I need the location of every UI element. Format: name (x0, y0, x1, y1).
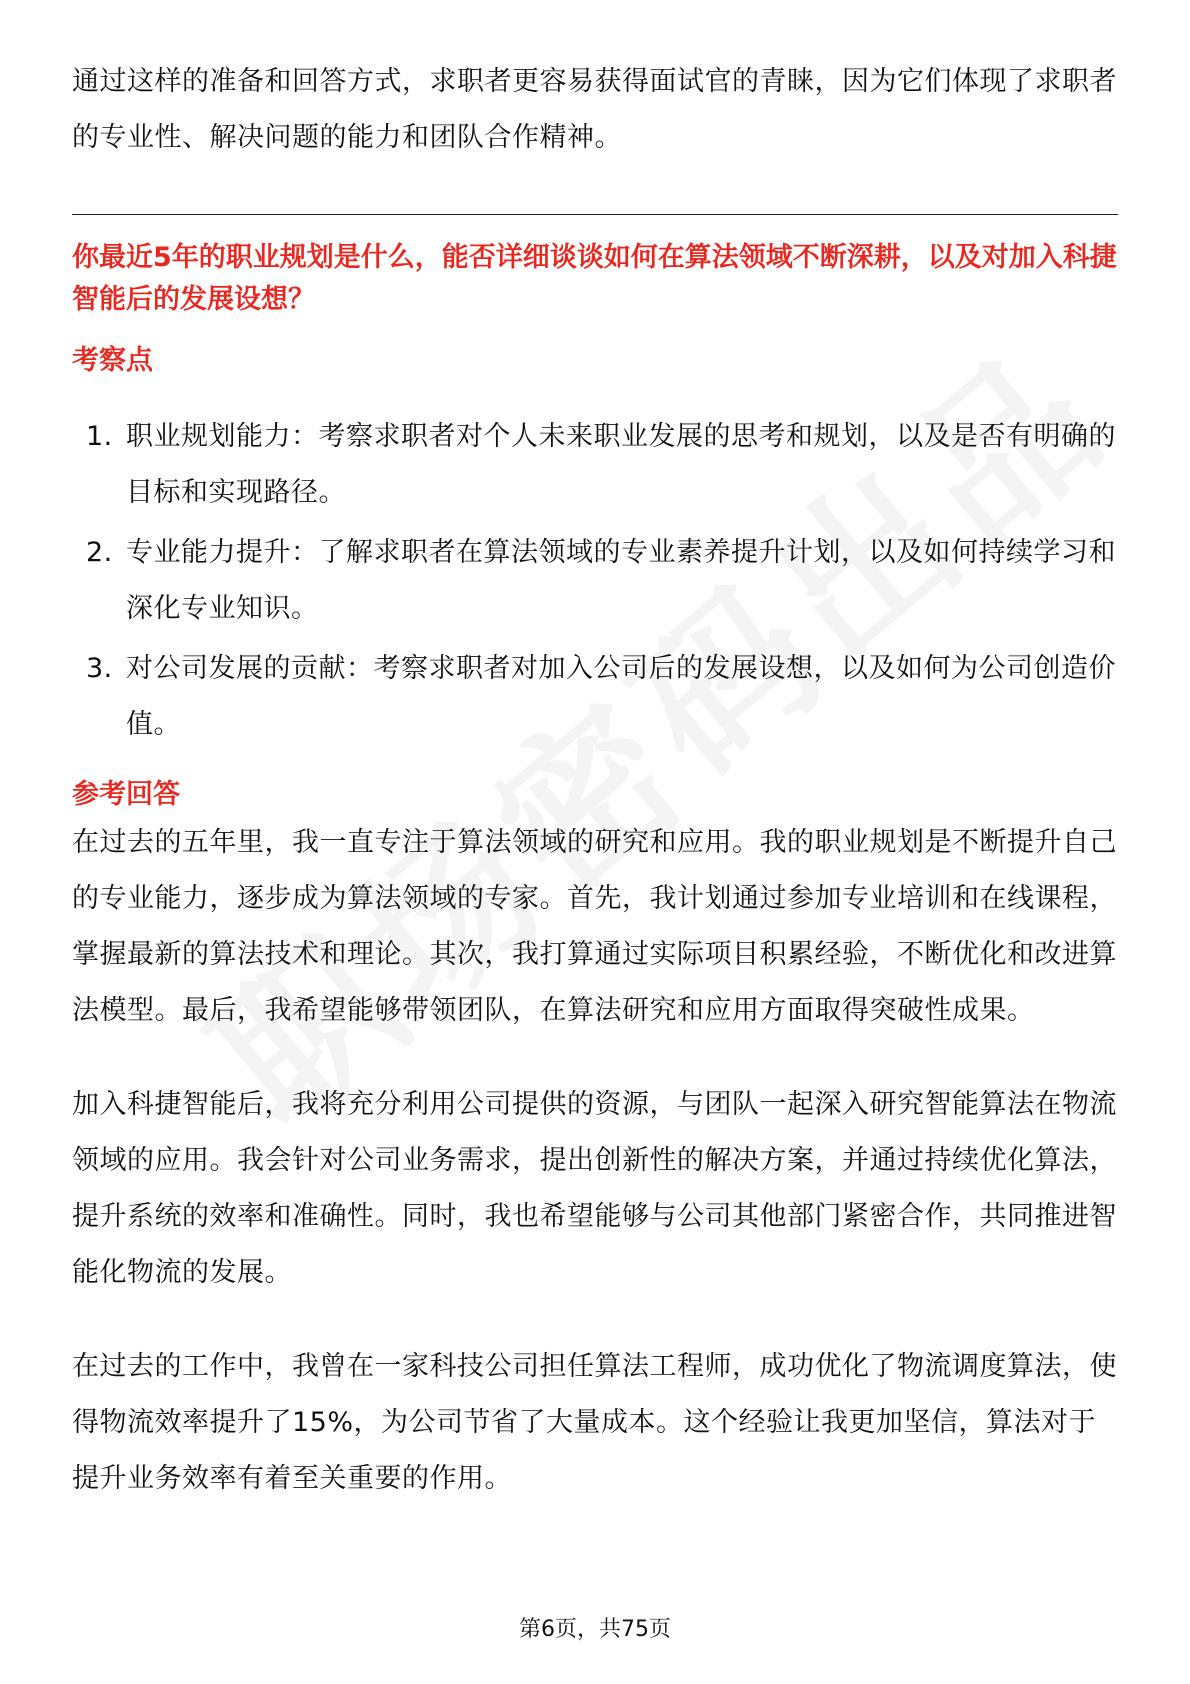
assessment-item (72, 409, 1118, 521)
list-number: 2. (86, 537, 113, 568)
list-number: 3. (86, 653, 113, 684)
section-divider (72, 214, 1118, 215)
answer-paragraph: 在过去的五年里，我一直专注于算法领域的研究和应用。我的职业规划是不断提升自己的专业能力，逐步成为算法领域的专家。首先，我计划通过参加专业培训和在线课程，掌握最新的算法技术和理论。其次，我打算通过实际项目积累经验，不断优化和改进算法模型。最后，我希望能够带领团队，在算法研究和应用方面取得突破性成果。 (72, 827, 1117, 1026)
assessment-list (72, 409, 1118, 753)
page-content (72, 54, 1118, 1507)
intro-paragraph: 通过这样的准备和回答方式，求职者更容易获得面试官的青睐，因为它们体现了求职者的专业性、解决问题的能力和团队合作精神。 (72, 66, 1117, 153)
assessment-item-text: 职业规划能力：考察求职者对个人未来职业发展的思考和规划，以及是否有明确的目标和实现路径。 (126, 421, 1116, 508)
assessment-heading: 考察点 (72, 345, 153, 376)
page-number-footer: 第6页，共75页 (519, 1617, 671, 1642)
answer-paragraph: 在过去的工作中，我曾在一家科技公司担任算法工程师，成功优化了物流调度算法，使得物流效率提升了15%，为公司节省了大量成本。这个经验让我更加坚信，算法对于提升业务效率有着至关重要的作用。 (72, 1351, 1117, 1494)
interview-question: 你最近5年的职业规划是什么，能否详细谈谈如何在算法领域不断深耕，以及对加入科捷智能后的发展设想？ (72, 242, 1117, 315)
assessment-item (72, 525, 1118, 637)
assessment-item (72, 641, 1118, 753)
list-number: 1. (86, 421, 113, 452)
assessment-item-text: 专业能力提升：了解求职者在算法领域的专业素养提升计划，以及如何持续学习和深化专业知识。 (126, 537, 1116, 624)
assessment-item-text: 对公司发展的贡献：考察求职者对加入公司后的发展设想，以及如何为公司创造价值。 (126, 653, 1116, 740)
answer-paragraph: 加入科捷智能后，我将充分利用公司提供的资源，与团队一起深入研究智能算法在物流领域的应用。我会针对公司业务需求，提出创新性的解决方案，并通过持续优化算法，提升系统的效率和准确性。同时，我也希望能够与公司其他部门紧密合作，共同推进智能化物流的发展。 (72, 1089, 1117, 1288)
answer-heading: 参考回答 (72, 779, 180, 810)
